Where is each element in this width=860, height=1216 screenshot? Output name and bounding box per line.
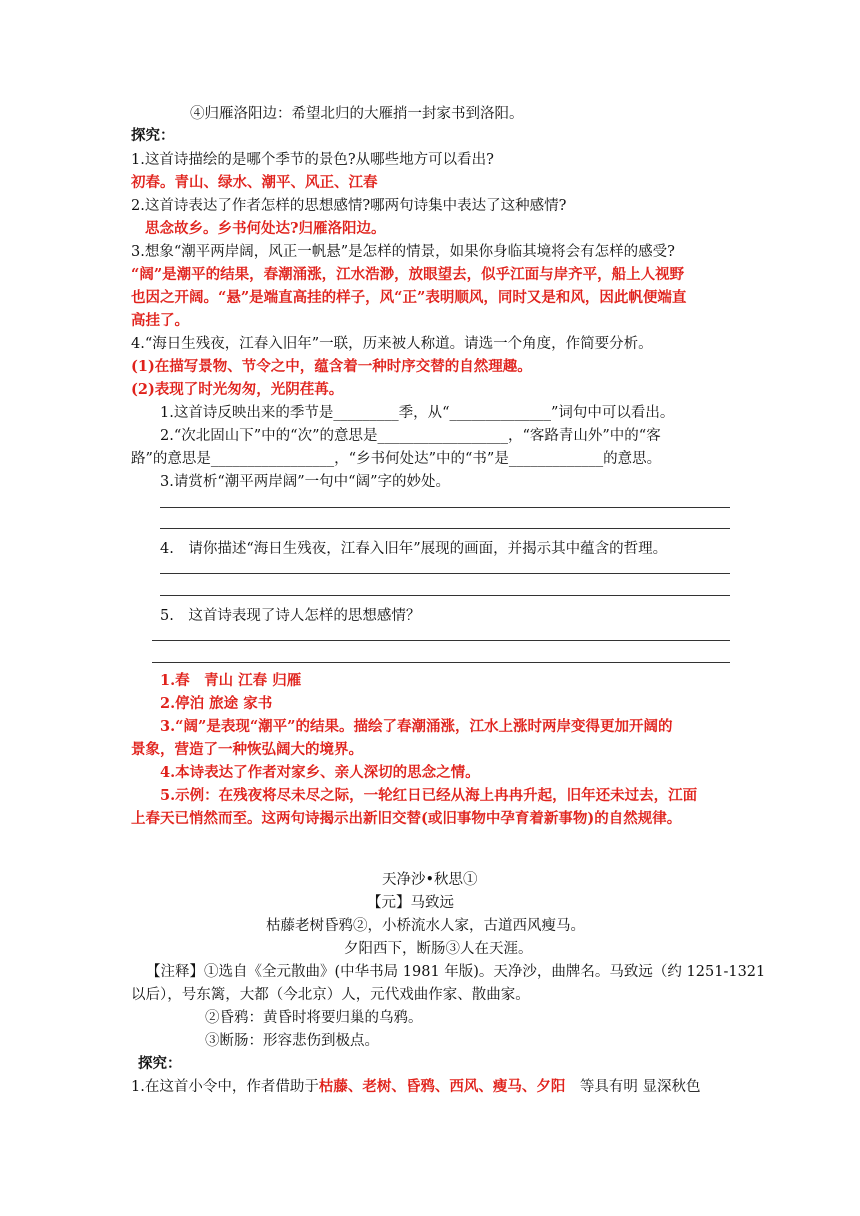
poem-line-1: 枯藤老树昏鸦②，小桥流水人家，古道西风瘦马。: [266, 918, 585, 934]
poem-author: 【元】马致远: [367, 895, 454, 911]
answer-line: [160, 528, 730, 529]
question-1-suffix: 等具有明 显深秋色: [565, 1079, 701, 1095]
question-1-prefix: 1.在这首小令中，作者借助于: [131, 1079, 319, 1095]
question-1: 1.这首诗描绘的是哪个季节的景色?从哪些地方可以看出?: [131, 152, 494, 168]
poem-line-2: 夕阳西下，断肠③人在天涯。: [344, 941, 533, 957]
section-heading: 探究：: [131, 127, 175, 144]
exercise-4: 4. 请你描述“海日生残夜，江春入旧年”展现的画面，并揭示其中蕴含的哲理。: [160, 541, 668, 557]
annotation-2: ②昏鸦：黄昏时将要归巢的乌鸦。: [205, 1010, 423, 1026]
exercise-3: 3.请赏析“潮平两岸阔”一句中“阔”字的妙处。: [160, 474, 450, 490]
question-1: [131, 1077, 700, 1097]
answer-line: [160, 573, 730, 574]
answer-3-line-3: 高挂了。: [131, 312, 189, 329]
answer-1: 初春。青山、绿水、潮平、风正、江春: [131, 174, 378, 191]
poem-title: 天净沙•秋思①: [382, 872, 478, 888]
question-2: 2.这首诗表达了作者怎样的思想感情?哪两句诗集中表达了这种感情?: [131, 198, 567, 214]
key-1: 1.春 青山 江春 归雁: [160, 672, 302, 689]
annotation-3: ③断肠：形容悲伤到极点。: [205, 1033, 379, 1049]
exercise-2-line-1: 2.“次北固山下”中的“次”的意思是__________________，“客路青山外”中的“客: [160, 428, 661, 444]
exercise-2-line-2: 路”的意思是_________________，“乡书何处达”中的“书”是_____________的意思。: [131, 451, 662, 467]
key-5-line-2: 上春天已悄然而至。这两句诗揭示出新旧交替(或旧事物中孕育着新事物)的自然规律。: [131, 810, 682, 827]
annotation-line-2: 以后），号东篱，大都（今北京）人，元代戏曲作家、散曲家。: [131, 987, 530, 1003]
key-5-line-1: 5.示例：在残夜将尽未尽之际，一轮红日已经从海上冉冉升起，旧年还未过去，江面: [160, 787, 698, 804]
question-3: 3.想象“潮平两岸阔，风正一帆悬”是怎样的情景，如果你身临其境将会有怎样的感受?: [131, 244, 675, 260]
key-3-line-1: 3.“阔”是表现“潮平”的结果。描绘了春潮涌涨，江水上涨时两岸变得更加开阔的: [160, 718, 673, 735]
key-3-line-2: 景象，营造了一种恢弘阔大的境界。: [131, 741, 363, 758]
answer-3-line-1: “阔”是潮平的结果，春潮涌涨，江水浩渺，放眼望去，似乎江面与岸齐平，船上人视野: [131, 266, 685, 283]
question-1-highlight: 枯藤、老树、昏鸦、西风、瘦马、夕阳: [318, 1078, 566, 1095]
answer-line: [152, 640, 730, 641]
answer-line: [160, 595, 730, 596]
key-4: 4.本诗表达了作者对家乡、亲人深切的思念之情。: [160, 764, 480, 781]
question-4: 4.“海日生残夜，江春入旧年”一联，历来被人称道。请选一个角度，作简要分析。: [131, 336, 653, 352]
answer-4-1: (1)在描写景物、节令之中，蕴含着一种时序交替的自然理趣。: [131, 358, 532, 375]
section-heading: 探究：: [138, 1055, 182, 1072]
annotation-line-1: 【注释】①选自《全元散曲》(中华书局 1981 年版)。天净沙，曲牌名。马致远（约 1251-1321: [146, 964, 766, 980]
answer-3-line-2: 也因之开阔。“悬”是端直高挂的样子，风“正”表明顺风，同时又是和风，因此帆便端直: [131, 289, 687, 306]
answer-line: [160, 507, 730, 508]
note-4: ④归雁洛阳边：希望北归的大雁捎一封家书到洛阳。: [190, 106, 524, 122]
answer-line: [152, 662, 730, 663]
key-2: 2.停泊 旅途 家书: [160, 695, 273, 712]
answer-4-2: (2)表现了时光匆匆，光阴荏苒。: [131, 381, 344, 398]
exercise-1: 1.这首诗反映出来的季节是_________季，从“______________”词句中可以看出。: [160, 405, 675, 421]
answer-2: 思念故乡。乡书何处达?归雁洛阳边。: [145, 220, 386, 237]
exercise-5: 5. 这首诗表现了诗人怎样的思想感情？: [160, 608, 421, 624]
